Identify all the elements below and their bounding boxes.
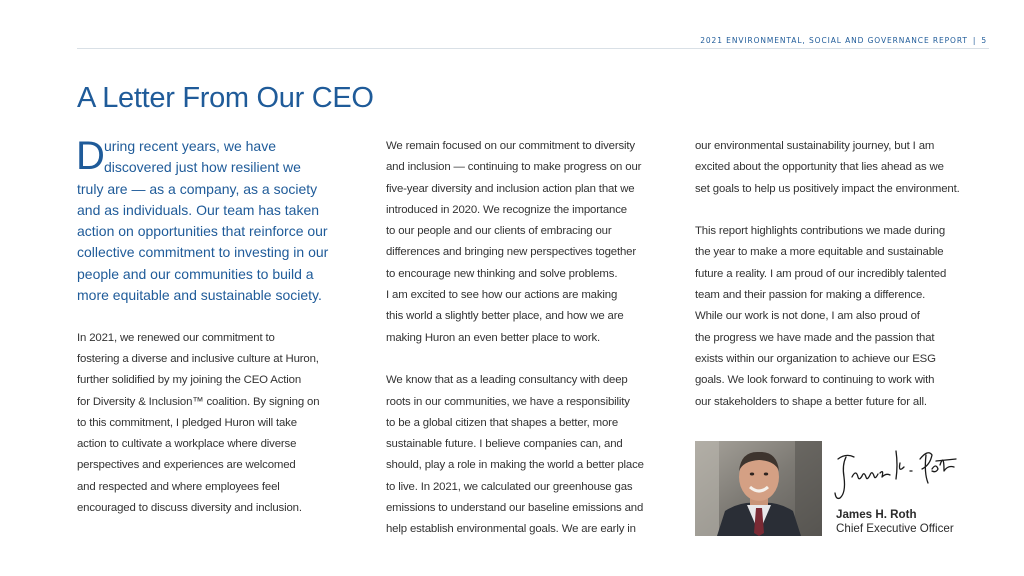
text-line: roots in our communities, we have a responsibility [386, 395, 630, 408]
text-line: should, play a role in making the world a better place [386, 459, 644, 472]
text-line: excited about the opportunity that lies ahead as we [695, 161, 944, 174]
text-line: for Diversity & Inclusion™ coalition. By signing on [77, 395, 320, 408]
lede-line: more equitable and sustainable society. [77, 287, 322, 304]
text-line: fostering a diverse and inclusive culture at Huron, [77, 352, 319, 365]
column-3 [695, 136, 995, 413]
header-divider [77, 48, 989, 49]
lede-line: and as individuals. Our team has taken [77, 201, 320, 218]
lede-line: action on opportunities that reinforce our [77, 223, 328, 240]
text-line: further solidified by my joining the CEO Action [77, 374, 302, 387]
lede-line: discovered just how resilient we [104, 159, 301, 176]
text-line: to this commitment, I pledged Huron will take [77, 416, 297, 429]
text-line: In 2021, we renewed our commitment to [77, 331, 275, 344]
text-line: to encourage new thinking and solve problems. [386, 267, 618, 280]
paragraph-gap [386, 349, 678, 370]
lede-line: collective commitment to investing in our [77, 244, 329, 261]
text-line: action to cultivate a workplace where diverse [77, 438, 297, 451]
text-line: This report highlights contributions we made during [695, 225, 946, 238]
text-line: emissions to understand our baseline emissions and [386, 502, 644, 515]
text-line: goals. We look forward to continuing to work with [695, 374, 935, 387]
text-line: sustainable future. I believe companies can, and [386, 438, 623, 451]
column-2 [386, 136, 678, 541]
lede-line: uring recent years, we have [104, 138, 276, 154]
text-line: exists within our organization to achieve our ESG [695, 352, 936, 365]
text-line: perspectives and experiences are welcomed [77, 459, 296, 472]
header-separator: | [972, 36, 977, 45]
portrait-illustration [695, 441, 822, 536]
text-line: team and their passion for making a difference. [695, 289, 926, 302]
lede-paragraph [77, 136, 367, 306]
text-line: our stakeholders to shape a better future for all. [695, 395, 927, 408]
text-line: introduced in 2020. We recognize the importance [386, 203, 627, 216]
text-line: and inclusion — continuing to make progress on our [386, 161, 642, 174]
text-line: help establish environmental goals. We are early in [386, 523, 636, 536]
text-line: future a reality. I am proud of our incredibly talented [695, 267, 947, 280]
text-line: this world a slightly better place, and how we are [386, 310, 624, 323]
text-line: to our people and our clients of embracing our [386, 225, 612, 238]
text-line: the progress we have made and the passion that [695, 331, 935, 344]
drop-cap: D [76, 134, 105, 178]
text-line: We know that as a leading consultancy with deep [386, 374, 628, 387]
ceo-photo [695, 441, 822, 536]
text-line: to live. In 2021, we calculated our greenhouse gas [386, 480, 633, 493]
text-line: set goals to help us positively impact the environment. [695, 182, 960, 195]
lede-line: people and our communities to build a [77, 265, 314, 282]
lede-line: truly are — as a company, as a society [77, 180, 318, 197]
signer-name: James H. Roth [836, 508, 917, 521]
page-number: 5 [981, 36, 987, 45]
page-title: A Letter From Our CEO [77, 82, 374, 114]
text-line: the year to make a more equitable and sustainable [695, 246, 944, 259]
text-line: I am excited to see how our actions are making [386, 289, 618, 302]
text-line: making Huron an even better place to work. [386, 331, 601, 344]
text-line: We remain focused on our commitment to diversity [386, 140, 635, 152]
ceo-signature [832, 443, 962, 501]
column-1 [77, 136, 367, 519]
text-line: differences and bringing new perspectives together [386, 246, 637, 259]
text-line: While our work is not done, I am also proud of [695, 310, 920, 323]
signer-title: Chief Executive Officer [836, 522, 954, 535]
text-line: to be a global citizen that shapes a better, more [386, 416, 619, 429]
text-line: our environmental sustainability journey, but I am [695, 140, 935, 152]
paragraph-gap [695, 200, 995, 221]
report-header [700, 36, 987, 45]
text-line: and respected and where employees feel [77, 480, 280, 493]
text-line: encouraged to discuss diversity and inclusion. [77, 502, 302, 515]
text-line: five-year diversity and inclusion action plan that we [386, 182, 635, 195]
report-title: 2021 ENVIRONMENTAL, SOCIAL AND GOVERNANCE REPORT [700, 36, 968, 45]
column-1-paragraph [77, 328, 367, 520]
